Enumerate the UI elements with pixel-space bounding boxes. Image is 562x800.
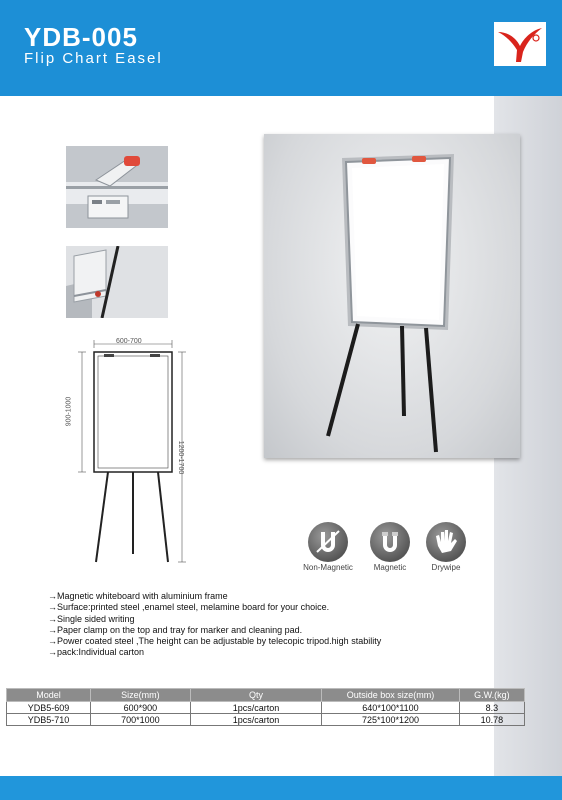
product-title: YDB-005: [24, 22, 138, 52]
product-photo: [264, 134, 520, 458]
drywipe-badge: [426, 522, 466, 562]
clamp-detail-photo: [66, 146, 168, 228]
board-height-label: 900-1000: [65, 396, 73, 427]
brand-logo: [494, 22, 546, 66]
footer-bar: [0, 776, 562, 800]
feature-item: →Single sided writing: [48, 613, 135, 624]
magnetic-label: Magnetic: [373, 563, 407, 572]
feature-list: [48, 591, 381, 659]
table-cell: YDB5-710: [7, 714, 91, 726]
feature-item: →Surface:printed steel ,enamel steel, melamine board for your choice.: [48, 602, 330, 613]
table-cell: 700*1000: [90, 714, 190, 726]
frame-corner-photo: [66, 246, 168, 318]
non-magnetic-badge: [308, 522, 348, 562]
magnet-icon: [308, 522, 348, 562]
non-magnetic-label: Non-Magnetic: [303, 563, 353, 572]
spec-table: [6, 688, 525, 726]
column-header: G.W.(kg): [459, 689, 524, 702]
table-cell: YDB5-609: [7, 702, 91, 714]
table-cell: 1pcs/carton: [190, 714, 321, 726]
hand-icon: [426, 522, 466, 562]
width-dimension-label: 600-700: [116, 338, 142, 345]
column-header: Model: [7, 689, 91, 702]
total-height-label: 1200-1700: [177, 440, 185, 475]
table-header-row: [7, 689, 525, 702]
dimension-drawing: [60, 336, 200, 576]
drywipe-label: Drywipe: [431, 563, 461, 572]
magnet-icon: [370, 522, 410, 562]
magnetic-badge: [370, 522, 410, 562]
column-header: Qty: [190, 689, 321, 702]
table-cell: 640*100*1100: [322, 702, 460, 714]
column-header: Outside box size(mm): [322, 689, 460, 702]
table-cell: 725*100*1200: [322, 714, 460, 726]
table-cell: 10.78: [459, 714, 524, 726]
table-row: [7, 714, 525, 726]
table-row: [7, 702, 525, 714]
table-cell: 1pcs/carton: [190, 702, 321, 714]
column-header: Size(mm): [90, 689, 190, 702]
feature-item: →Paper clamp on the top and tray for marker and cleaning pad.: [48, 624, 303, 635]
table-cell: 8.3: [459, 702, 524, 714]
feature-item: →Magnetic whiteboard with aluminium frame: [48, 591, 228, 601]
feature-item: →pack:Individual carton: [48, 647, 145, 658]
product-subtitle: Flip Chart Easel: [24, 50, 163, 67]
table-cell: 600*900: [90, 702, 190, 714]
header-bar: [0, 0, 562, 96]
feature-item: →Power coated steel ,The height can be adjustable by telecopic tripod.high stability: [48, 636, 382, 647]
